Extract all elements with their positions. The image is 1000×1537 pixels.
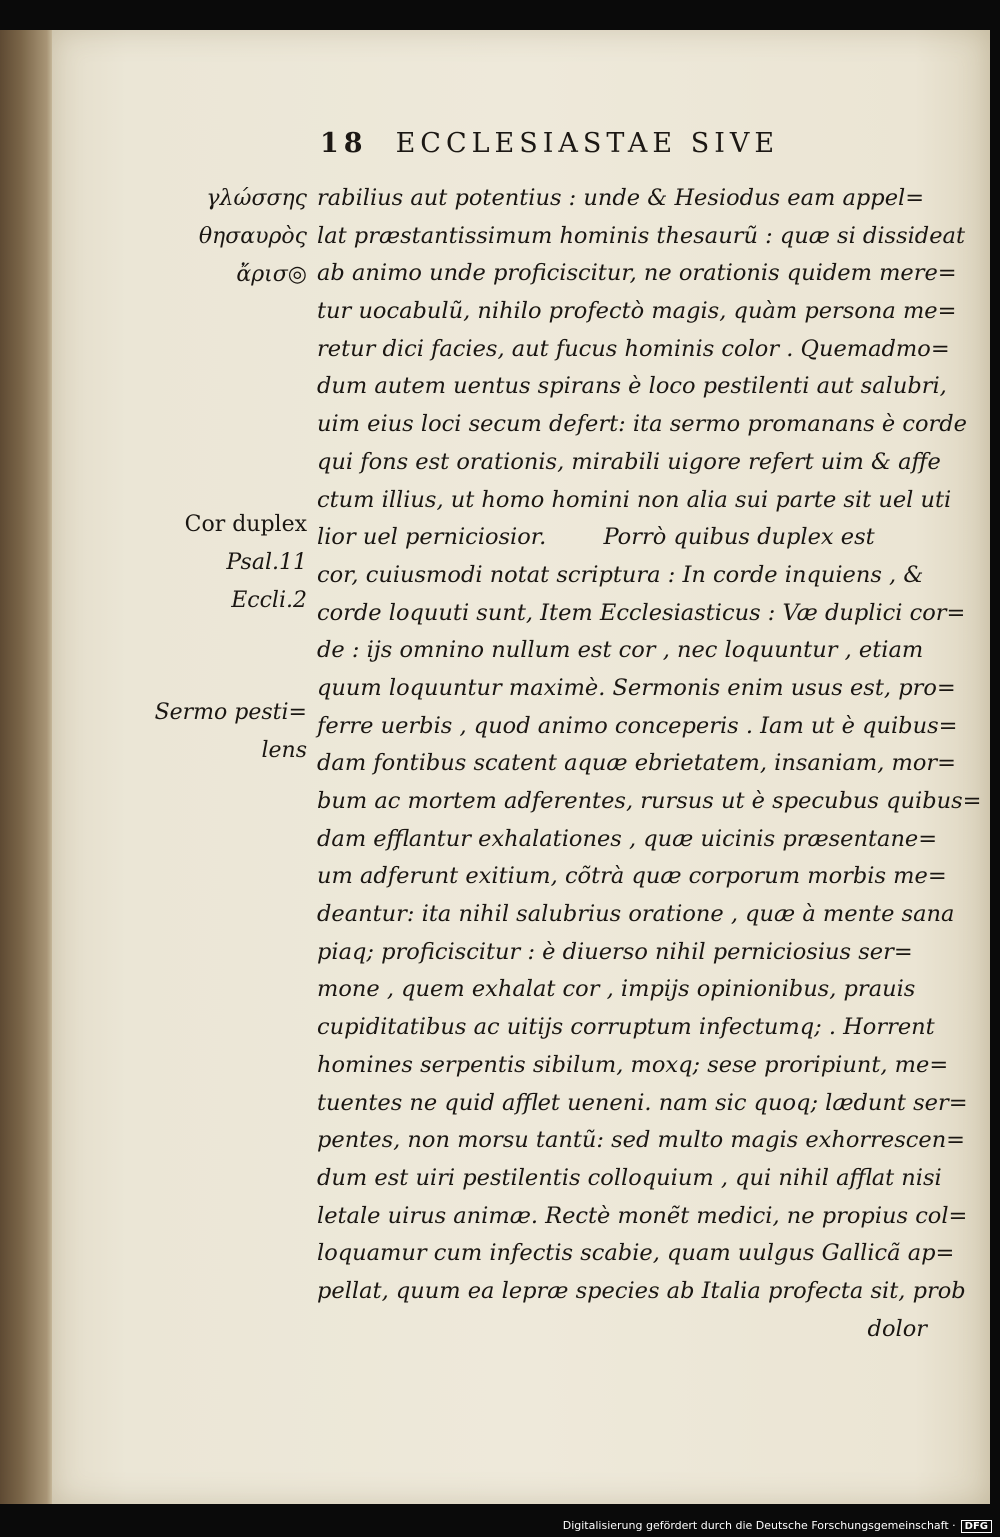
margin-note-lens: lens [261, 738, 307, 763]
text-line: de : ijs omnino nullum est cor , nec loquuntur , etiam [317, 637, 924, 664]
text-line: quum loquuntur maximè. Sermonis enim usus est, pro= [317, 674, 956, 701]
text-line: piaq; proficiscitur : è diuerso nihil perniciosius ser= [317, 938, 913, 965]
book-spine-edge [0, 30, 52, 1504]
digitization-credit [563, 1519, 992, 1533]
text-line: retur dici facies, aut fucus hominis color . Quemadmo= [317, 335, 950, 362]
text-line: dam fontibus scatent aquæ ebrietatem, insaniam, mor= [317, 750, 957, 777]
margin-note-eccli: Eccli.2 [231, 588, 307, 613]
margin-note-glosses: γλώσσης [206, 186, 307, 211]
text-line: ferre uerbis , quod animo conceperis . Iam ut è quibus= [317, 712, 958, 739]
margin-note-cor-duplex: Cor duplex [184, 512, 307, 537]
text-line: mone , quem exhalat cor , impijs opinionibus, prauis [317, 976, 916, 1003]
text-line: tuentes ne quid afflet ueneni. nam sic quoq; lædunt ser= [317, 1089, 968, 1116]
text-line: dum est uiri pestilentis colloquium , qui nihil afflat nisi [317, 1164, 942, 1191]
text-line: lat præstantissimum hominis thesaurũ : quæ si dissideat [317, 222, 965, 249]
text-line: ctum illius, ut homo homini non alia sui parte sit uel uti [317, 486, 952, 513]
text-line: deantur: ita nihil salubrius oratione , quæ à mente sana [317, 901, 955, 928]
margin-note-aristos: ἄρισ◎ [236, 262, 307, 287]
margin-note-thesauros: θησαυρὸς [198, 224, 307, 249]
credit-text: Digitalisierung gefördert durch die Deutsche Forschungsgemeinschaft · [562, 1519, 956, 1532]
text-line: bum ac mortem adferentes, rursus ut è specubus quibus= [317, 788, 982, 814]
text-line: ab animo unde proficiscitur, ne orationis quidem mere= [317, 260, 957, 287]
main-text-block [317, 180, 982, 1348]
running-title: ECCLESIASTAE SIVE [395, 128, 780, 159]
text-line: um adferunt exitium, cõtrà quæ corporum morbis me= [317, 863, 947, 890]
text-line: cor, cuiusmodi notat scriptura : In corde inquiens , & [317, 561, 924, 588]
catchword: dolor [867, 1315, 927, 1342]
page-number: 18 [320, 128, 368, 159]
text-line: lior uel perniciosior. Porrò quibus duplex est [317, 524, 875, 551]
text-line: qui fons est orationis, mirabili uigore refert uim & affe [317, 448, 941, 475]
text-line: dum autem uentus spirans è loco pestilenti aut salubri, [317, 373, 947, 400]
text-line: uim eius loci secum defert: ita sermo promanans è corde [317, 411, 967, 438]
text-line: rabilius aut potentius : unde & Hesiodus eam appel= [317, 185, 925, 211]
margin-note-psalm: Psal.11 [226, 550, 307, 575]
text-line: homines serpentis sibilum, moxq; sese proripiunt, me= [317, 1051, 949, 1078]
dfg-logo: DFG [961, 1520, 992, 1533]
margin-note-sermo-pestilens: Sermo pesti= [154, 700, 307, 725]
text-line: tur uocabulũ, nihilo profectò magis, quàm persona me= [317, 298, 957, 325]
text-line: pellat, quum ea lepræ species ab Italia profecta sit, prob [317, 1277, 966, 1304]
text-line: cupiditatibus ac uitijs corruptum infectumq; . Horrent [317, 1014, 935, 1041]
text-line: loquamur cum infectis scabie, quam uulgus Gallicã ap= [317, 1240, 955, 1267]
text-line: pentes, non morsu tantũ: sed multo magis exhorrescen= [317, 1127, 966, 1154]
text-line: dam efflantur exhalationes , quæ uicinis præsentane= [317, 825, 938, 852]
text-line: letale uirus animæ. Rectè monẽt medici, ne propius col= [317, 1202, 968, 1229]
running-head [320, 128, 779, 159]
text-line: corde loquuti sunt, Item Ecclesiasticus : Væ duplici cor= [317, 599, 966, 626]
